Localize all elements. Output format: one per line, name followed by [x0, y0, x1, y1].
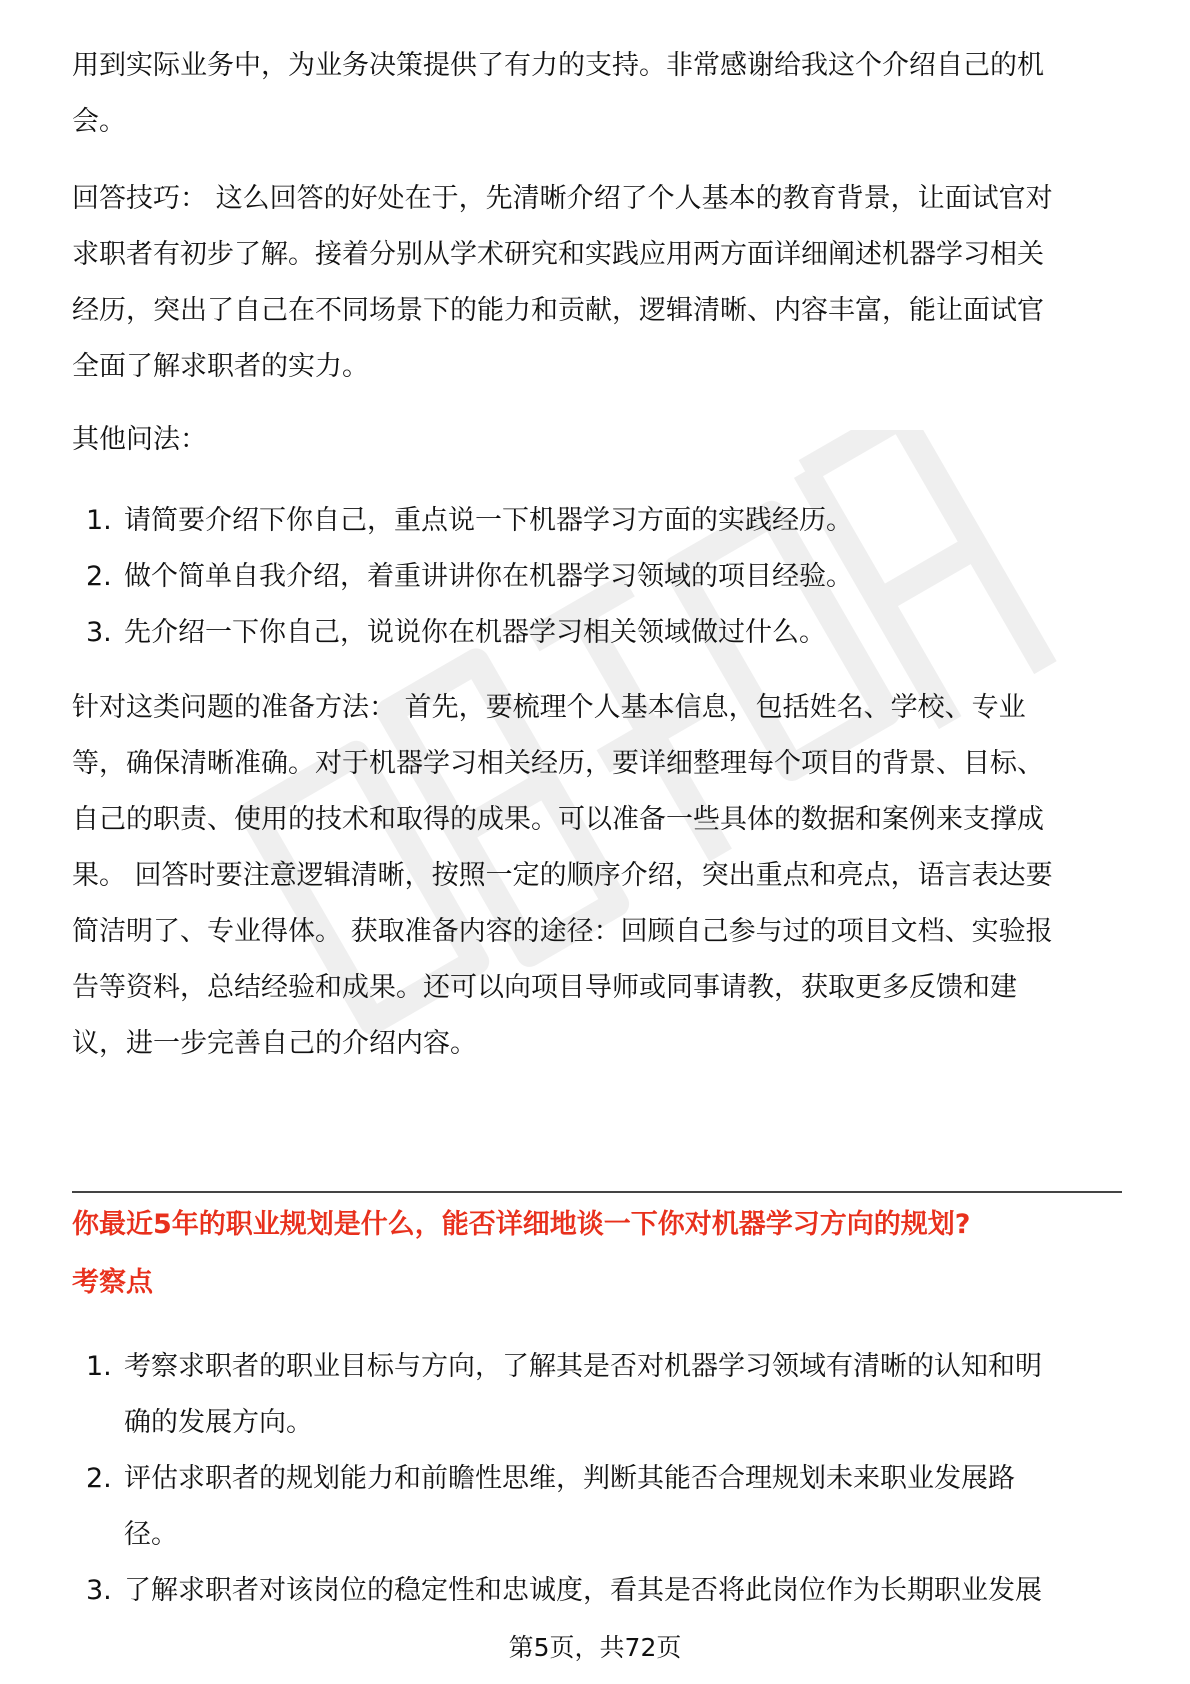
list-item	[72, 1451, 1122, 1563]
text-line: 议，进一步完善自己的介绍内容。	[72, 1028, 477, 1059]
other-questions-list	[72, 493, 1122, 661]
other-questions-heading: 其他问法：	[72, 424, 207, 455]
text-line: 告等资料，总结经验和成果。还可以向项目导师或同事请教，获取更多反馈和建	[72, 972, 1017, 1003]
text-line: 自己的职责、使用的技术和取得的成果。可以准备一些具体的数据和案例来支撑成	[72, 804, 1044, 835]
text-line: 经历，突出了自己在不同场景下的能力和贡献，逻辑清晰、内容丰富，能让面试官	[72, 295, 1044, 326]
list-number: 2.	[86, 561, 112, 592]
text-line: 果。 回答时要注意逻辑清晰，按照一定的顺序介绍，突出重点和亮点，语言表达要	[72, 860, 1053, 891]
list-text: 先介绍一下你自己，说说你在机器学习相关领域做过什么。	[124, 617, 826, 648]
list-text-line: 评估求职者的规划能力和前瞻性思维，判断其能否合理规划未来职业发展路	[124, 1463, 1015, 1494]
list-text: 做个简单自我介绍，着重讲讲你在机器学习领域的项目经验。	[124, 561, 853, 592]
list-text-line: 考察求职者的职业目标与方向，了解其是否对机器学习领域有清晰的认知和明	[124, 1351, 1042, 1382]
list-number: 3.	[86, 1575, 112, 1606]
list-number: 1.	[86, 1351, 112, 1382]
list-number: 2.	[86, 1463, 112, 1494]
list-item	[72, 1563, 1122, 1619]
page-number-footer: 第5页，共72页	[508, 1633, 682, 1662]
section-divider	[72, 1191, 1122, 1193]
list-number: 1.	[86, 505, 112, 536]
list-text-line: 了解求职者对该岗位的稳定性和忠诚度，看其是否将此岗位作为长期职业发展	[124, 1575, 1042, 1606]
assessment-points-list	[72, 1339, 1122, 1619]
list-number: 3.	[86, 617, 112, 648]
list-item	[72, 1339, 1122, 1451]
list-text: 请简要介绍下你自己，重点说一下机器学习方面的实践经历。	[124, 505, 853, 536]
list-item	[72, 493, 1122, 549]
text-line: 全面了解求职者的实力。	[72, 351, 369, 382]
text-line: 简洁明了、专业得体。 获取准备内容的途径：回顾自己参与过的项目文档、实验报	[72, 916, 1053, 947]
assessment-points-heading: 考察点	[72, 1267, 153, 1298]
list-item	[72, 549, 1122, 605]
intro-paragraph	[72, 38, 1122, 150]
list-text-line: 确的发展方向。	[124, 1407, 313, 1438]
question-title: 你最近5年的职业规划是什么，能否详细地谈一下你对机器学习方向的规划?	[72, 1209, 971, 1240]
preparation-paragraph	[72, 680, 1122, 1072]
text-line: 针对这类问题的准备方法： 首先，要梳理个人基本信息，包括姓名、学校、专业	[72, 692, 1026, 723]
text-line: 等，确保清晰准确。对于机器学习相关经历，要详细整理每个项目的背景、目标、	[72, 748, 1044, 779]
list-text-line: 径。	[124, 1519, 178, 1550]
text-line: 会。	[72, 106, 126, 137]
text-line: 回答技巧： 这么回答的好处在于，先清晰介绍了个人基本的教育背景，让面试官对	[72, 183, 1053, 214]
text-line: 用到实际业务中，为业务决策提供了有力的支持。非常感谢给我这个介绍自己的机	[72, 50, 1044, 81]
list-item	[72, 605, 1122, 661]
text-line: 求职者有初步了解。接着分别从学术研究和实践应用两方面详细阐述机器学习相关	[72, 239, 1044, 270]
answer-tips-paragraph	[72, 171, 1122, 395]
